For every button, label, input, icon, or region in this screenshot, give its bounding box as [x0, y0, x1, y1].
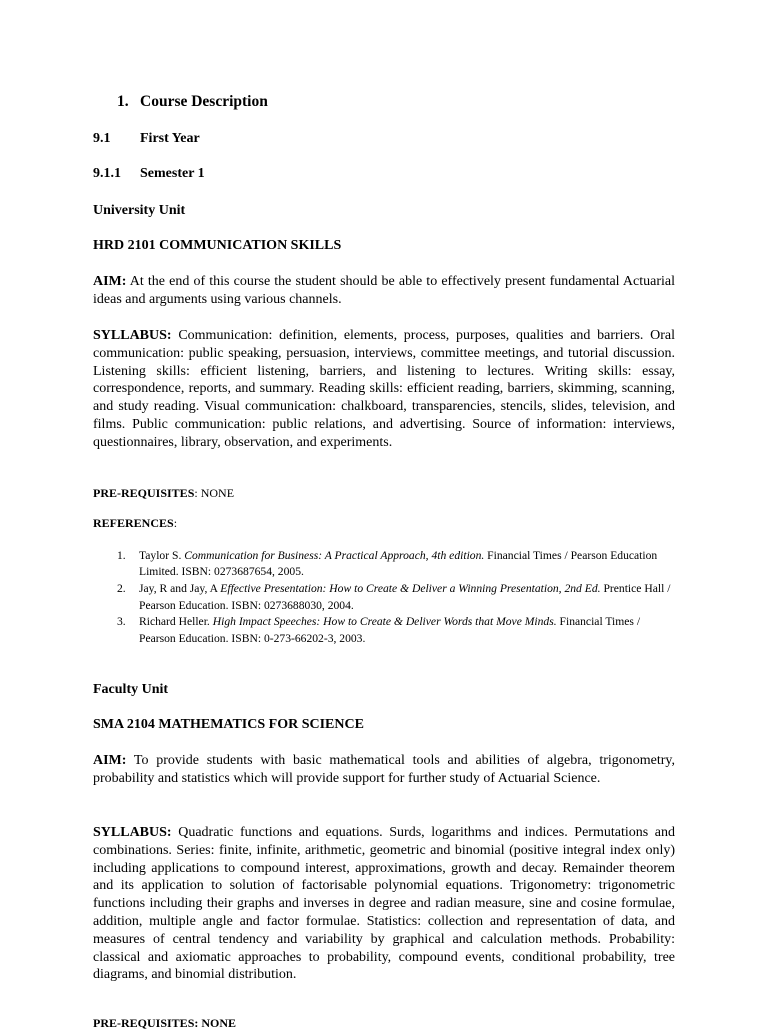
reference-title: High Impact Speeches: How to Create & Deliver Words that Move Minds.: [212, 615, 557, 629]
reference-publisher: Financial Times / Pearson Education. ISBN: 0-273-66202-3, 2003.: [139, 615, 641, 645]
aim-label: AIM:: [93, 274, 127, 289]
references-heading: [93, 516, 177, 531]
section-number: 1.: [117, 93, 129, 110]
syllabus-label: SYLLABUS:: [93, 825, 172, 840]
course-syllabus: [93, 824, 675, 984]
aim-text: To provide students with basic mathematical tools and abilities of algebra, trigonometry, probability and statistics which will provide support for further study of Actuarial Science.: [93, 753, 676, 786]
syllabus-text: Communication: definition, elements, process, purposes, qualities and barriers. Oral communication: public speaking, persuasion, interviews, committee meetings, and tutorial discussion. Listening skills: efficient listening, barriers, and listening to lectures. Writing skills: essay, correspondence, reports, and summary. Reading skills: efficient reading, barriers, skimming, scanning, and study reading. Visual communication: chalkboard, transparencies, stencils, slides, television, and films. Public communication: public relations, and advertising. Source of information: interviews, questionnaires, library, observation, and experiments.: [93, 328, 675, 450]
aim-label: AIM:: [93, 753, 127, 768]
course-prerequisites-cut: PRE-REQUISITES: NONE: [93, 1016, 237, 1030]
subsection-number: 9.1: [93, 131, 111, 146]
prereq-label: PRE-REQUISITES: [93, 486, 195, 500]
subsubsection-title: Semester 1: [140, 166, 205, 181]
subsubsection-number: 9.1.1: [93, 166, 121, 181]
reference-item: [117, 614, 677, 647]
subsection-title: First Year: [140, 131, 200, 146]
course-category: University Unit: [93, 203, 186, 218]
subsection-heading: [93, 131, 200, 147]
course-aim: [93, 752, 675, 788]
reference-author: Richard Heller.: [139, 615, 213, 629]
syllabus-label: SYLLABUS:: [93, 328, 172, 343]
reference-item: [117, 548, 677, 581]
reference-author: Jay, R and Jay, A: [139, 582, 221, 596]
reference-publisher: Prentice Hall / Pearson Education. ISBN: 0273688030, 2004.: [139, 582, 671, 612]
references-label: REFERENCES: [93, 516, 174, 530]
reference-number: 2.: [117, 582, 126, 596]
course-title: SMA 2104 MATHEMATICS FOR SCIENCE: [93, 717, 364, 732]
reference-publisher: Financial Times / Pearson Education Limited. ISBN: 0273687654, 2005.: [139, 549, 658, 579]
reference-author: Taylor S.: [139, 549, 185, 562]
section-title: Course Description: [140, 93, 268, 110]
course-category: Faculty Unit: [93, 682, 169, 697]
reference-number: 3.: [117, 615, 126, 629]
reference-title: Communication for Business: A Practical Approach, 4th edition.: [184, 549, 485, 562]
prereq-value: : NONE: [194, 486, 235, 500]
syllabus-text: Quadratic functions and equations. Surds, logarithms and indices. Permutations and combinations. Series: finite, infinite, arithmetic, geometric and binomial (positive integral index only) including applications to compound interest, approximations, growth and decay. Remainder theorem and its application to solution of factorisable polynomial equations. Trigonometry: trigonometric functions including their graphs and inverses in degree and radian measure, sine and cosine formulae, addition, multiple angle and factor formulae. Statistics: collection and representation of data, and measures of central tendency and variability by graphical and calculation methods. Probability: classical and axiomatic approaches to probability, compound events, conditional probability, tree diagrams, and binomial distribution.: [93, 825, 676, 983]
aim-text: At the end of this course the student should be able to effectively present fundamental Actuarial ideas and arguments using various channels.: [93, 274, 675, 307]
references-list: [117, 548, 677, 648]
reference-item: [117, 581, 677, 614]
reference-number: 1.: [117, 549, 126, 562]
course-title: HRD 2101 COMMUNICATION SKILLS: [93, 238, 342, 253]
subsubsection-heading: [93, 166, 205, 182]
course-aim: [93, 273, 675, 309]
course-syllabus: [93, 327, 675, 452]
course-prerequisites: [93, 486, 234, 501]
section-heading: [117, 93, 268, 111]
references-colon: :: [173, 516, 178, 530]
reference-title: Effective Presentation: How to Create & Deliver a Winning Presentation, 2nd Ed.: [220, 582, 601, 596]
